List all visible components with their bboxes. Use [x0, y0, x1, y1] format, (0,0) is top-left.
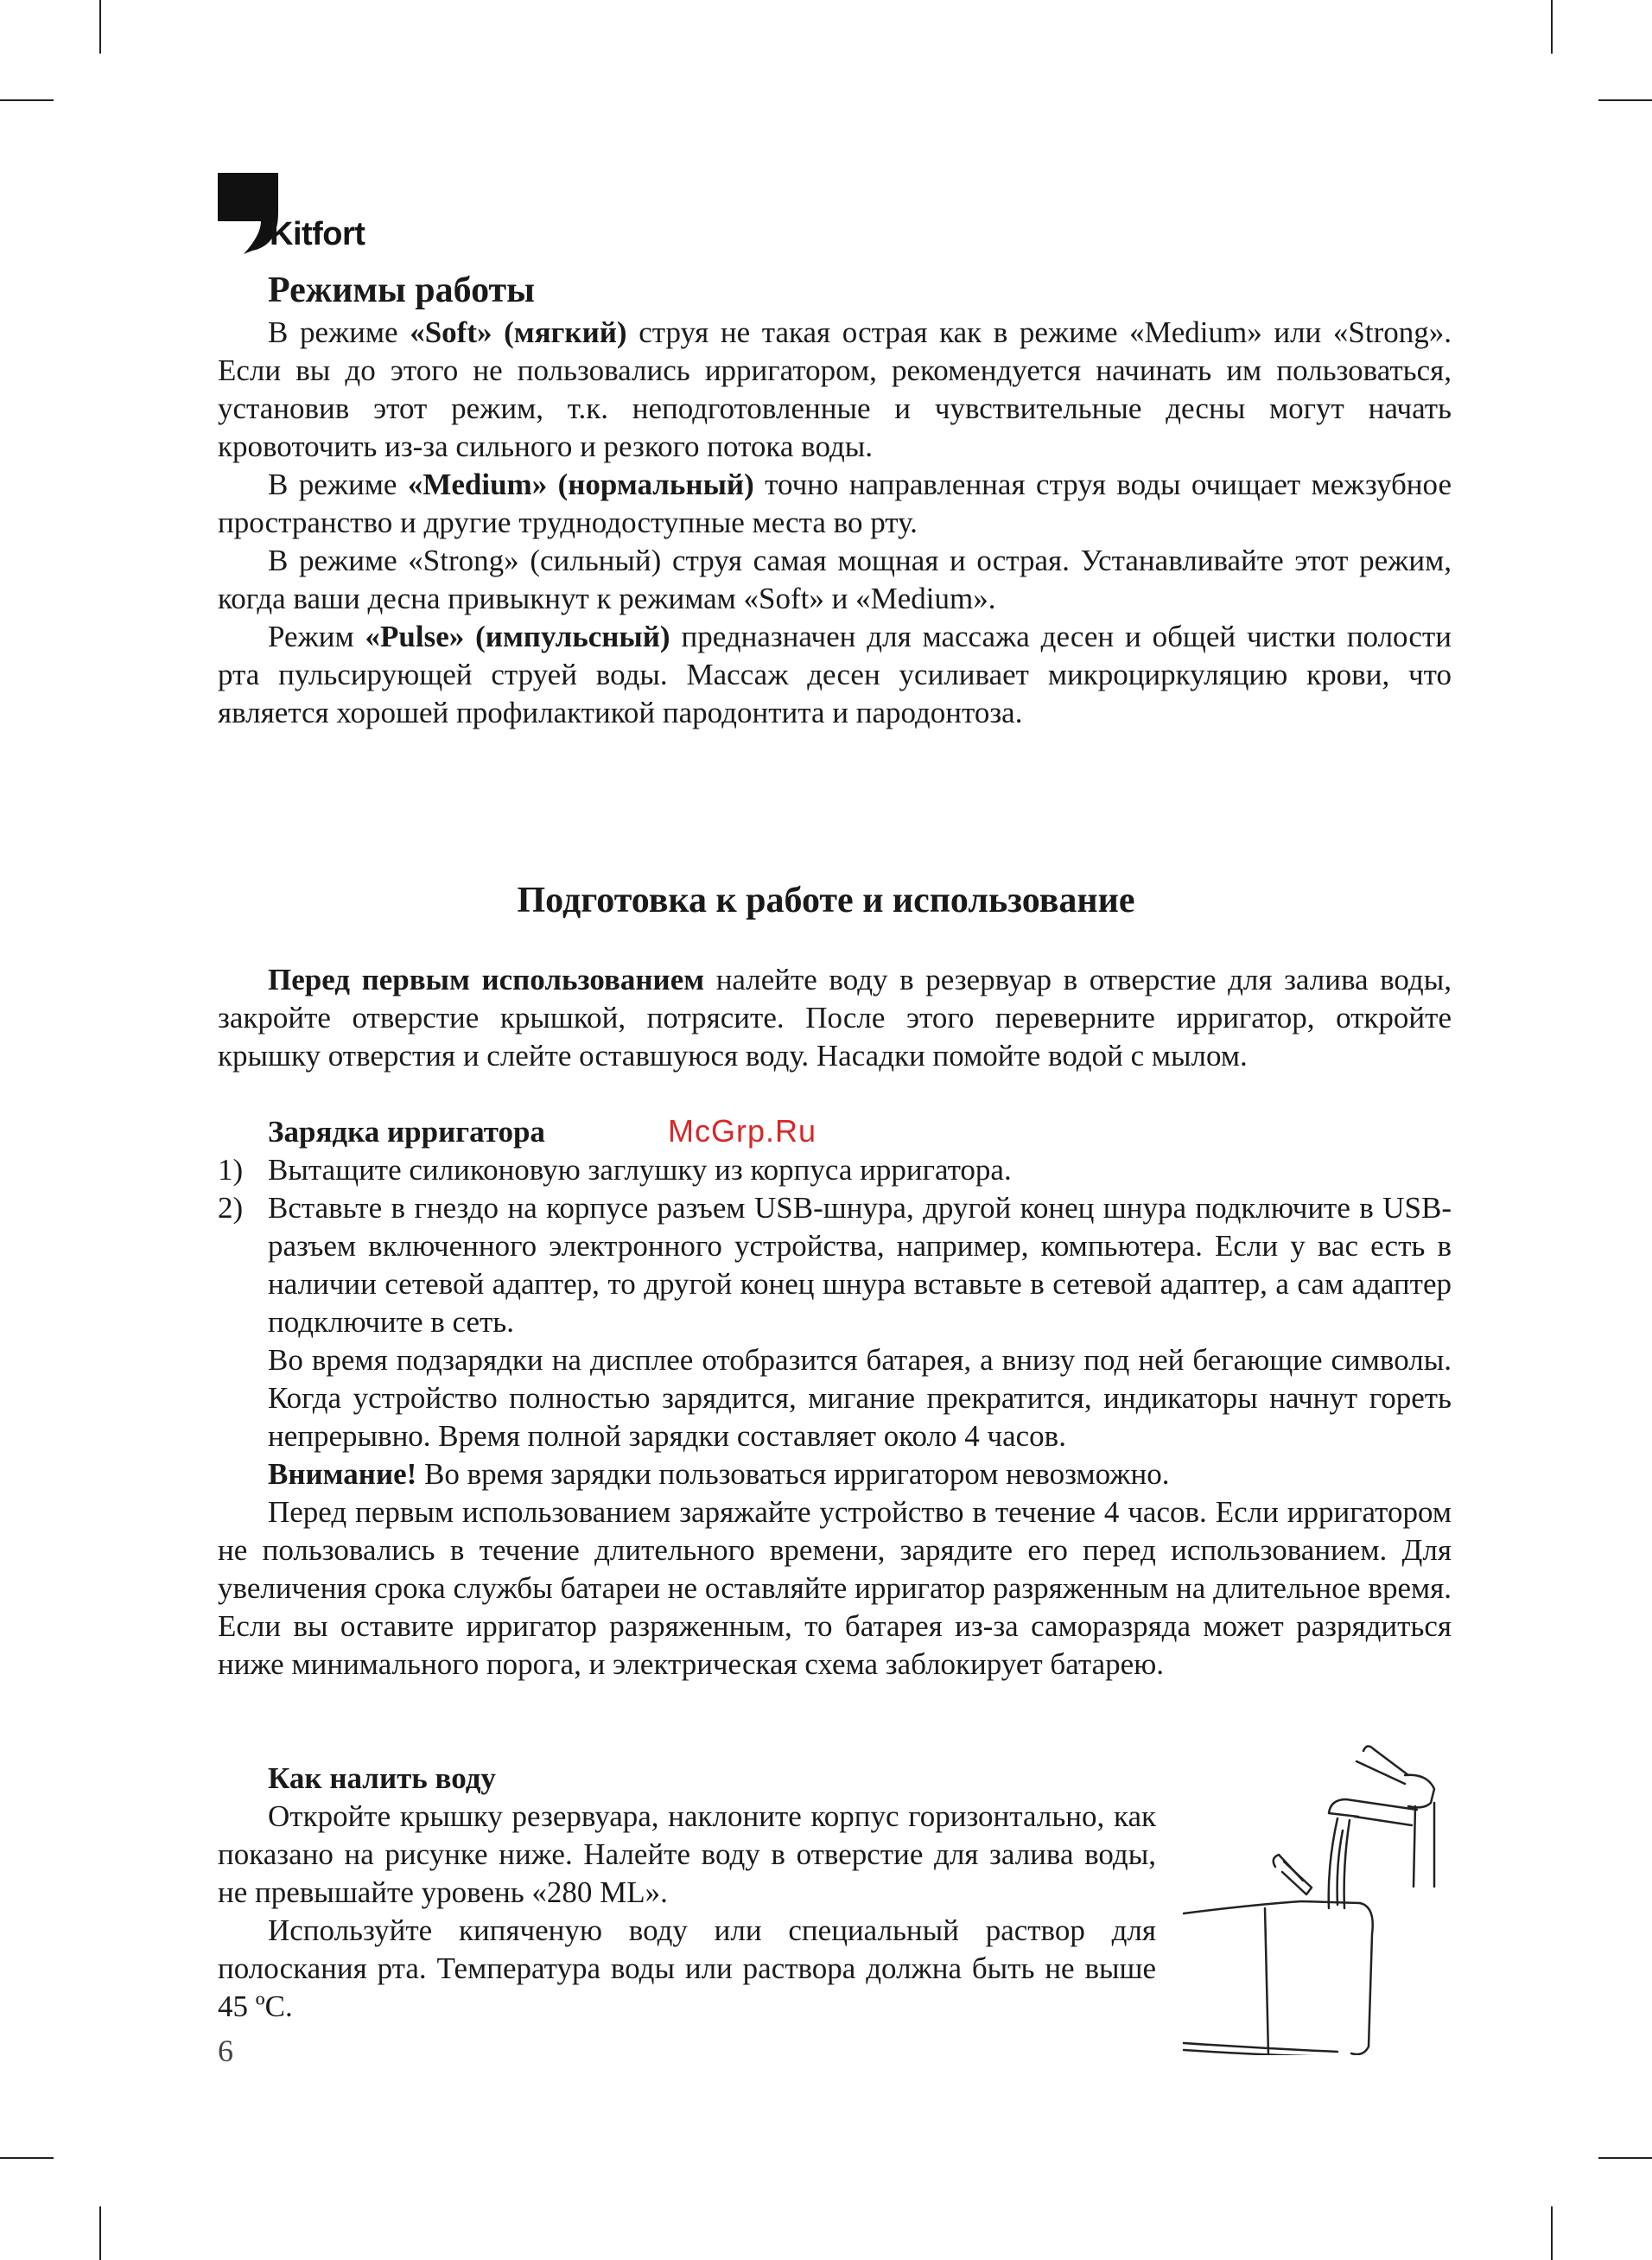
- paragraph-fill-water: Откройте крышку резервуара, наклоните корпус горизонтально, как показано на рисунке ниже. Налейте воду в отверстие для залива воды, не превышайте уровень «280 ML».: [218, 1799, 1156, 1909]
- list-item: 2) Вставьте в гнездо на корпусе разъем USB-шнура, другой конец шнура подключите в USB-разъем включенного электронного устройства, например, компьютера. Если у вас есть в наличии сетевой адаптер, то другой конец шнура вставьте в сетевой адаптер, а сам адаптер подключите в сеть.: [218, 1191, 1452, 1339]
- subheading-fill-water: Как налить воду: [268, 1761, 496, 1795]
- subheading-charging: Зарядка ирригатора: [268, 1115, 545, 1149]
- watermark: McGrp.Ru: [668, 1113, 817, 1149]
- crop-mark: [0, 99, 54, 101]
- paragraph-medium: В режиме «Medium» (нормальный) точно направленная струя воды очищает межзубное пространство и другие труднодоступные места во рту.: [218, 468, 1452, 539]
- crop-mark: [99, 0, 101, 54]
- paragraph-first-use: Перед первым использованием налейте воду в резервуар в отверстие для залива воды, закройте отверстие крышкой, потрясите. После этого переверните ирригатор, откройте крышку отверстия и слейте оставшуюся воду. Насадки помойте водой с мылом.: [218, 963, 1452, 1073]
- preparation-intro: [218, 961, 1452, 1075]
- crop-mark: [0, 2157, 54, 2159]
- brand-name: Kitfort: [270, 216, 365, 252]
- charging-section: [218, 1113, 1452, 1684]
- fill-water-section: [218, 1760, 1156, 2026]
- crop-mark: [1598, 2157, 1652, 2159]
- list-item: 1) Вытащите силиконовую заглушку из корпуса ирригатора.: [218, 1153, 1012, 1187]
- paragraph-pulse: Режим «Pulse» (импульсный) предназначен для массажа десен и общей чистки полости рта пульсирующей струей воды. Массаж десен усиливает микроциркуляцию крови, что является хорошей профилактикой пародонтита и пародонтоза.: [218, 620, 1452, 729]
- crop-mark: [1551, 0, 1553, 54]
- paragraph-water-temperature: Используйте кипяченую воду или специальный раствор для полоскания рта. Температура воды или раствора должна быть не выше 45 ºС.: [218, 1913, 1156, 2023]
- charging-steps: [218, 1151, 1452, 1341]
- section-title-preparation: Подготовка к работе и использование: [517, 881, 1135, 920]
- paragraph-strong: В режиме «Strong» (сильный) струя самая мощная и острая. Устанавливайте этот режим, когда ваши десна привыкнут к режимам «Soft» и «Medium».: [218, 544, 1452, 615]
- crop-mark: [1551, 2206, 1553, 2260]
- crop-mark: [1598, 99, 1652, 101]
- paragraph-soft: В режиме «Soft» (мягкий) струя не такая острая как в режиме «Medium» или «Strong». Если вы до этого не пользовались ирригатором, рекомендуется начинать им пользоваться, установив этот режим, т.к. неподготовленные и чувствительные десны могут начать кровоточить из-за сильного и резкого потока воды.: [218, 315, 1452, 463]
- page-number: 6: [218, 2034, 233, 2068]
- charging-warning: Внимание! Во время зарядки пользоваться ирригатором невозможно.: [268, 1457, 1170, 1491]
- section-title-modes: Режимы работы: [268, 271, 535, 310]
- display-note: Во время подзарядки на дисплее отобразится батарея, а внизу под ней бегающие символы. Когда устройство полностью зарядится, мигание прекратится, индикаторы начнут гореть непрерывно. Время полной зарядки составляет около 4 часов.: [268, 1343, 1452, 1453]
- paragraph-first-charge: Перед первым использованием заряжайте устройство в течение 4 часов. Если ирригатором не пользовались в течение длительного времени, зарядите его перед использованием. Для увеличения срока службы батареи не оставляйте ирригатор разряженным на длительное время. Если вы оставите ирригатор разряженным, то батарея из-за саморазряда может разрядиться ниже минимального порога, и электрическая схема заблокирует батарею.: [218, 1495, 1452, 1681]
- modes-text: [218, 314, 1452, 732]
- crop-mark: [99, 2206, 101, 2260]
- faucet-filling-illustration: [1182, 1735, 1455, 2055]
